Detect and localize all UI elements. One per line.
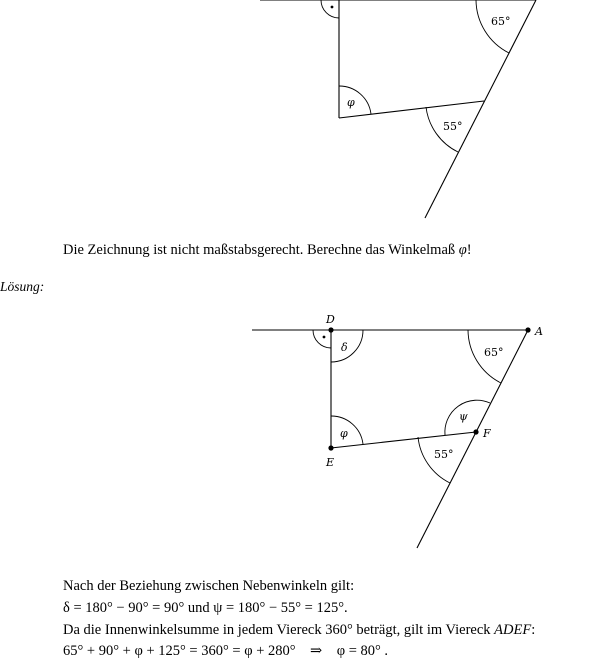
point-label-A: A	[535, 325, 543, 338]
task-symbol: φ	[458, 242, 467, 258]
right-angle-dot	[331, 6, 334, 9]
quadrilateral-name: ADEF	[494, 622, 532, 638]
angle-label-65: 65°	[484, 346, 504, 359]
solution-line-3-end: :	[531, 622, 536, 638]
angle-label-phi: φ	[340, 427, 348, 440]
point-label-F: F	[483, 427, 491, 440]
angle-label-55: 55°	[434, 448, 454, 461]
solution-label: Lösung:	[0, 279, 45, 294]
angle-label-65: 65°	[491, 15, 511, 28]
point-D	[328, 327, 333, 332]
solution-line-3	[63, 622, 535, 639]
solution-line-3-text: Da die Innenwinkelsumme in jedem Viereck 360° beträgt, gilt im Viereck	[63, 622, 495, 638]
point-label-E: E	[326, 456, 335, 469]
figure-task	[260, 0, 536, 218]
slanted-line	[425, 0, 536, 218]
task-end: !	[466, 242, 472, 258]
bottom-side	[339, 101, 484, 118]
right-angle-marker	[313, 330, 331, 348]
solution-line-2: δ = 180° − 90° = 90° und ψ = 180° − 55° = 125°.	[63, 600, 348, 616]
figure-solution	[252, 313, 543, 548]
angle-label-55: 55°	[443, 120, 463, 133]
angle-label-psi: ψ	[459, 410, 468, 423]
angle-label-phi: φ	[347, 96, 355, 109]
point-A	[525, 327, 530, 332]
point-F	[473, 429, 478, 434]
solution-line-1: Nach der Beziehung zwischen Nebenwinkeln gilt:	[63, 578, 355, 594]
angle-label-delta: δ	[341, 341, 348, 354]
angle-arc-phi	[339, 86, 371, 114]
point-label-D: D	[326, 313, 335, 326]
point-E	[328, 445, 333, 450]
task-text: Die Zeichnung ist nicht maßstabsgerecht. Berechne das Winkelmaß	[63, 242, 456, 258]
right-angle-dot	[323, 336, 326, 339]
slanted-line	[417, 330, 528, 548]
right-angle-marker	[321, 0, 339, 18]
solution-line-4: 65° + 90° + φ + 125° = 360° = φ + 280° ⇒ φ = 80° .	[63, 643, 389, 659]
side-EF	[331, 432, 476, 448]
task-statement	[63, 242, 472, 259]
